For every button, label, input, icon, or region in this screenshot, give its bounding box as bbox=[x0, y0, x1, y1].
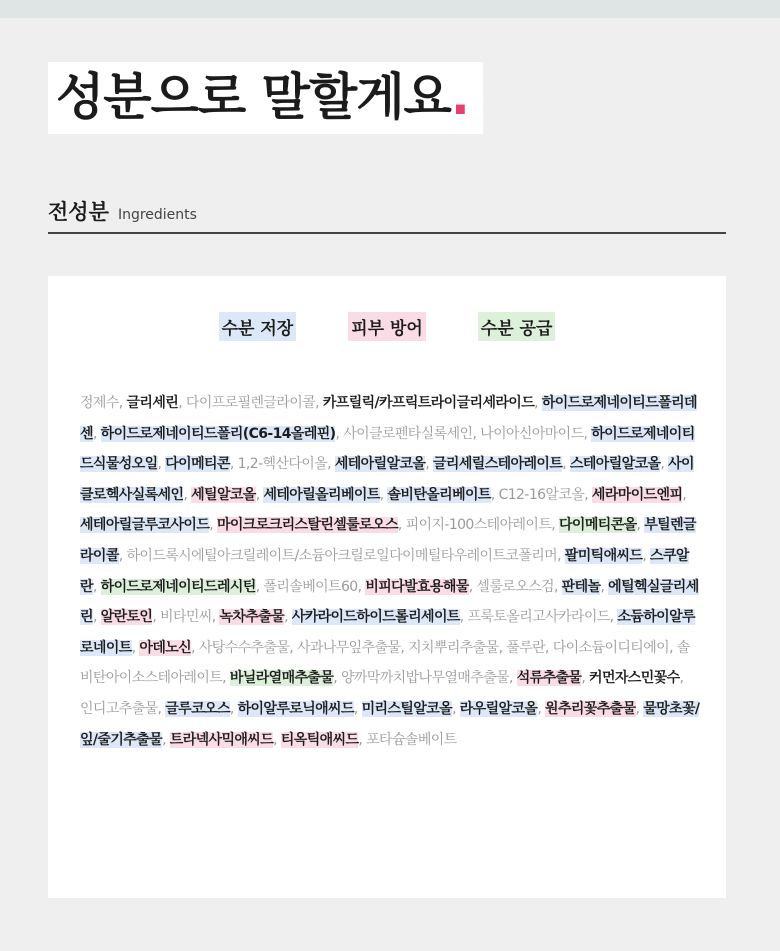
ingredient-item: 물망초꽃/잎/줄기추출물 bbox=[80, 700, 700, 748]
ingredients-card bbox=[48, 276, 726, 898]
ingredient-item: 사과나무잎추출물 bbox=[296, 639, 401, 656]
ingredient-item: 사카라이드하이드롤리세이트 bbox=[291, 609, 460, 626]
ingredient-item: 석류추출물 bbox=[516, 670, 582, 687]
ingredient-list: 정제수, 글리세린, 다이프로필렌글라이콜, 카프릴릭/카프릭트라이글리세라이드, 하이드로제네이티드폴리데센, 하이드로제네이티드폴리(C6-14올레핀), 사이클로펜타실록세인, 나이아신아마이드, 하이드로제네이티드식물성오일, 다이메티콘, 1,2-헥산다이올, 세테아릴알코올, 글리세릴스테아레이트, 스테아릴알코올, 사이클로헥사실록세인, 세틸알코올, 세테아릴올리베이트, 솔비탄올리베이트, C12-16알코올, 세라마이드엔피, 세테아릴글루코사이드, 마이크로크리스탈린셀룰로오스, 피이지-100스테아레이트, 다이메티콘올, 부틸렌글라이콜, 하이드록시에틸아크릴레이트/소듐아크릴로일다이메틸타우레이트코폴리머, 팔미틱애씨드, 스쿠알란, 하이드로제네이티드레시틴, 폴리솔베이트60, 비피다발효용해물, 셀룰로오스검, 판테놀, 에틸헥실글리세린, 알란토인, 비타민씨, 녹차추출물, 사카라이드하이드롤리세이트, 프룩토올리고사카라이드, 소듐하이알루로네이트, 아데노신, 사탕수수추출물, 사과나무잎추출물, 지치뿌리추출물, 풀루란, 다이소듐이디티에이, 솔비탄아이소스테아레이트, 바닐라열매추출물, 양까막까치밥나무열매추출물, 석류추출물, 커먼자스민꽃수, 인디고추출물, 글루코오스, 하이알루로닉애씨드, 미리스틸알코올, 라우릴알코올, 원추리꽃추출물, 물망초꽃/잎/줄기추출물, 트라넥사믹애씨드, 티옥틱애씨드, 포타슘솔베이트 bbox=[80, 395, 700, 748]
ingredient-item: 폴리솔베이트60 bbox=[263, 578, 358, 595]
headline-dot: . bbox=[450, 68, 469, 126]
ingredient-item: 카프릴릭/카프릭트라이글리세라이드 bbox=[322, 395, 535, 411]
ingredient-item: 에틸헥실글리세린 bbox=[80, 578, 699, 626]
ingredient-item: 스테아릴알코올 bbox=[569, 456, 661, 473]
ingredient-item: 하이드로제네이티드식물성오일 bbox=[80, 425, 695, 473]
ingredient-item: 라우릴알코올 bbox=[459, 700, 538, 717]
ingredient-item: 나이아신아마이드 bbox=[480, 425, 584, 442]
ingredient-item: 사탕수수추출물 bbox=[198, 639, 290, 656]
ingredient-item: 바닐라열매추출물 bbox=[229, 670, 334, 687]
ingredient-item: 글루코오스 bbox=[165, 700, 230, 717]
ingredient-item: 솔비탄아이소스테아레이트 bbox=[80, 639, 690, 687]
ingredient-item: 판테놀 bbox=[561, 578, 601, 595]
ingredient-item: 사이클로펜타실록세인 bbox=[343, 425, 473, 442]
ingredient-item: 세라마이드엔피 bbox=[591, 486, 683, 503]
ingredient-item: 부틸렌글라이콜 bbox=[80, 517, 696, 564]
ingredient-item: 스쿠알란 bbox=[80, 547, 689, 595]
ingredient-item: 하이드로제네이티드폴리데센 bbox=[80, 395, 697, 442]
ingredient-item: 하이드로제네이티드레시틴 bbox=[100, 578, 256, 595]
ingredient-item: 소듐하이알루로네이트 bbox=[80, 609, 695, 656]
ingredient-item: 하이알루로닉애씨드 bbox=[237, 700, 354, 717]
ingredient-item: 커먼자스민꽃수 bbox=[589, 670, 680, 687]
function-legend bbox=[48, 312, 726, 341]
ingredient-item: 아데노신 bbox=[139, 639, 192, 656]
ingredient-item: 셀룰로오스검 bbox=[476, 578, 554, 595]
ingredient-item: 글리세린 bbox=[126, 395, 179, 411]
ingredient-item: 세틸알코올 bbox=[191, 486, 256, 503]
ingredient-item: 사이클로헥사실록세인 bbox=[80, 456, 694, 503]
ingredient-item: 하이드로제네이티드폴리(C6-14올레핀) bbox=[100, 425, 336, 442]
ingredient-item: 다이메티콘올 bbox=[559, 517, 637, 534]
ingredient-item: 세테아릴올리베이트 bbox=[263, 486, 380, 503]
ingredient-item: 풀루란 bbox=[506, 639, 546, 656]
ingredient-item: 인디고추출물 bbox=[80, 700, 158, 717]
ingredient-item: 프룩토올리고사카라이드 bbox=[467, 609, 610, 626]
ingredient-item: 미리스틸알코올 bbox=[361, 700, 453, 717]
legend-moisture-supply: 수분 공급 bbox=[478, 312, 556, 341]
ingredients-section-header bbox=[48, 196, 726, 234]
ingredient-item: 원추리꽃추출물 bbox=[545, 700, 636, 717]
ingredient-item: 세테아릴알코올 bbox=[334, 456, 426, 473]
ingredient-item: 다이메티콘 bbox=[165, 456, 230, 473]
ingredient-item: 포타슘솔베이트 bbox=[366, 731, 457, 748]
page-headline bbox=[48, 62, 483, 134]
ingredient-item: 솔비탄올리베이트 bbox=[387, 486, 491, 503]
ingredient-item: 글리세릴스테아레이트 bbox=[433, 456, 563, 473]
ingredient-item: 지치뿌리추출물 bbox=[408, 639, 499, 656]
ingredient-item: 팔미틱애씨드 bbox=[564, 547, 643, 564]
ingredient-item: 양까막까치밥나무열매추출물 bbox=[340, 670, 509, 687]
ingredient-item: 하이드록시에틸아크릴레이트/소듐아크릴로일다이메틸타우레이트코폴리머 bbox=[126, 547, 558, 564]
legend-skin-barrier: 피부 방어 bbox=[348, 312, 426, 341]
section-title: 전성분 bbox=[48, 200, 109, 224]
ingredient-item: 녹차추출물 bbox=[219, 609, 285, 626]
section-subtitle: Ingredients bbox=[117, 207, 197, 223]
headline-text: 성분으로 말할게요 bbox=[56, 68, 451, 126]
ingredient-item: C12-16알코올 bbox=[498, 486, 585, 503]
ingredient-item: 마이크로크리스탈린셀룰로오스 bbox=[216, 517, 398, 534]
ingredient-item: 다이소듐이디티에이 bbox=[552, 639, 670, 656]
ingredient-item: 정제수 bbox=[80, 395, 119, 411]
ingredient-item: 다이프로필렌글라이콜 bbox=[185, 395, 316, 411]
top-band bbox=[0, 0, 780, 18]
legend-moisture-storage: 수분 저장 bbox=[219, 312, 297, 341]
ingredient-item: 세테아릴글루코사이드 bbox=[80, 517, 210, 534]
ingredient-item: 비타민씨 bbox=[160, 609, 212, 626]
ingredient-item: 1,2-헥산다이올 bbox=[237, 456, 328, 473]
ingredient-item: 피이지-100스테아레이트 bbox=[405, 517, 552, 534]
ingredient-item: 비피다발효용해물 bbox=[365, 578, 469, 595]
ingredient-item: 알란토인 bbox=[100, 609, 153, 626]
ingredient-item: 티옥틱애씨드 bbox=[280, 731, 359, 748]
ingredient-item: 트라넥사믹애씨드 bbox=[169, 731, 274, 748]
